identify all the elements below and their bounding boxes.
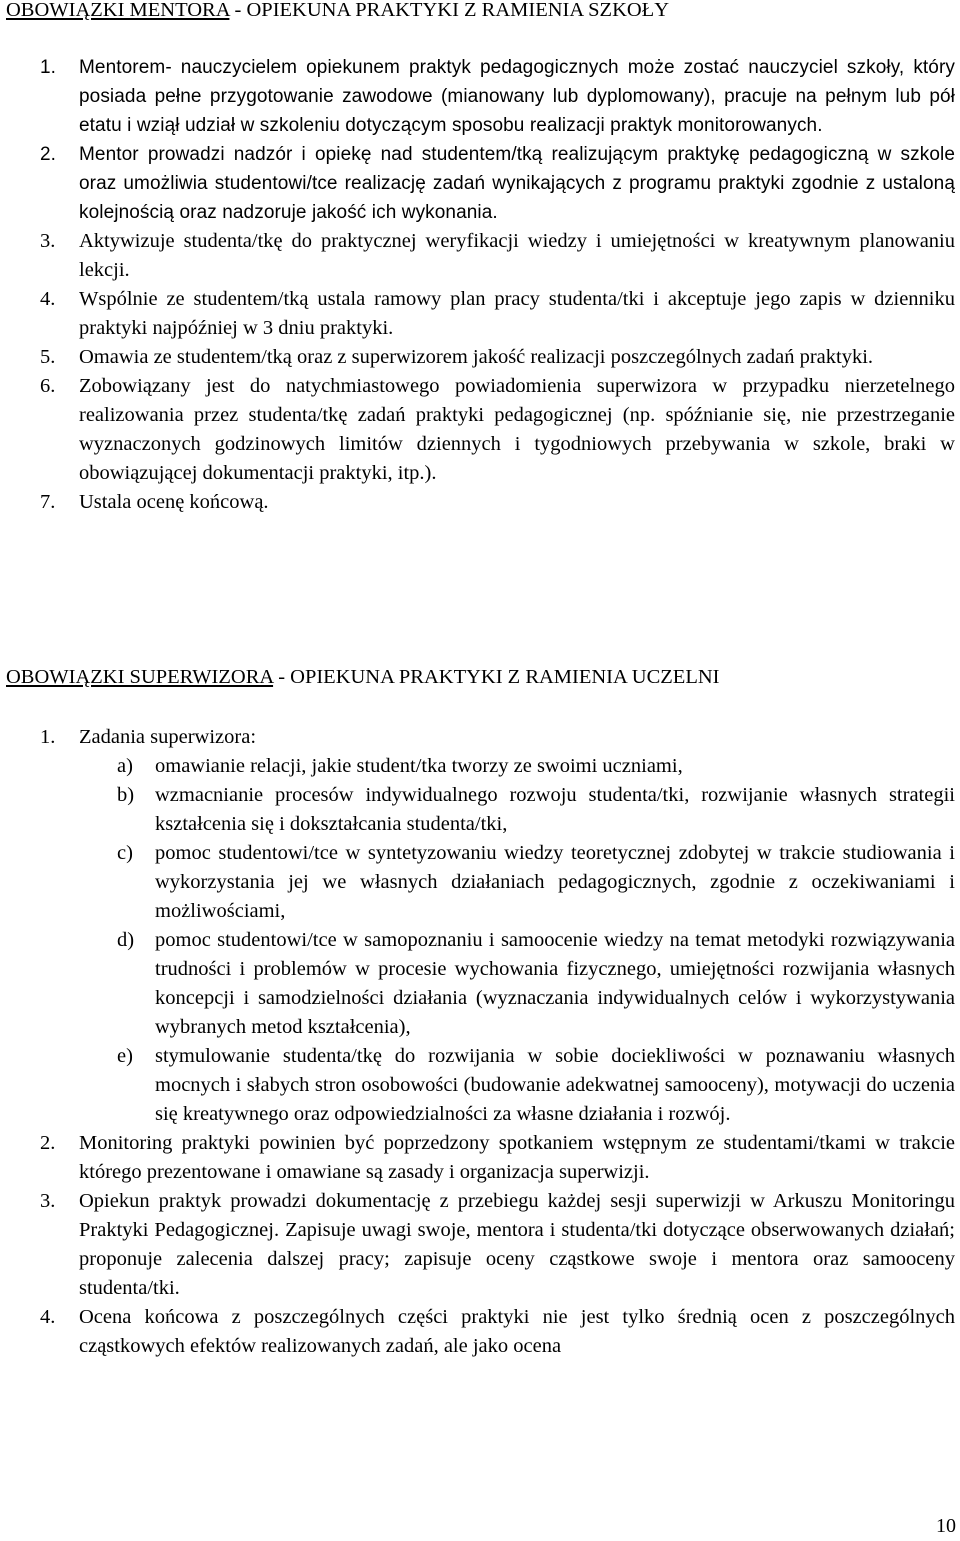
- sublist-item: [79, 781, 955, 839]
- page-number: 10: [936, 1515, 956, 1537]
- subitem-text: stymulowanie studenta/tkę do rozwijania w sobie dociekliwości w poznawaniu własnych mocnych i słabych stron osobowości (budowanie adekwatnej samooceny), motywacji do uczenia się kreatywnego oraz odpowiedzialności za własne działania i rozwój.: [155, 1045, 955, 1125]
- list-item: [0, 1303, 955, 1361]
- item-number: 3.: [40, 1190, 56, 1212]
- heading-underlined-part: OBOWIĄZKI MENTORA: [6, 0, 230, 21]
- item-text: Opiekun praktyk prowadzi dokumentację z przebiegu każdej sesji superwizji w Arkuszu Monitoringu Praktyki Pedagogicznej. Zapisuje uwagi swoje, mentora i studenta/tki dotyczące obserwowanych działań; proponuje zalecenia dalszej pracy; zapisuje oceny cząstkowe swoje i mentora oraz samooceny studenta/tki.: [79, 1190, 955, 1299]
- sublist-item: [79, 926, 955, 1042]
- sublist-item: [79, 839, 955, 926]
- list-item: [0, 140, 955, 227]
- subitem-text: omawianie relacji, jakie student/tka tworzy ze swoimi uczniami,: [155, 755, 683, 777]
- list-item: [0, 343, 955, 372]
- supervisor-tasks-sublist: [79, 752, 955, 1129]
- list-item: [0, 488, 955, 517]
- list-item: [0, 53, 955, 140]
- subitem-letter: e): [117, 1045, 133, 1067]
- item-text: Aktywizuje studenta/tkę do praktycznej weryfikacji wiedzy i umiejętności w kreatywnym planowaniu lekcji.: [79, 230, 955, 281]
- item-number: 4.: [40, 288, 56, 310]
- item-text: Mentorem- nauczycielem opiekunem praktyk pedagogicznych może zostać nauczyciel szkoły, który posiada pełne przygotowanie zawodowe (mianowany lub dyplomowany), pracuje na pełnym lub pół etatu i wziął udział w szkoleniu dotyczącym sposobu realizacji praktyk monitorowanych.: [79, 57, 955, 136]
- subitem-letter: a): [117, 755, 133, 777]
- item-number: 4.: [40, 1306, 56, 1328]
- heading-underlined-part: OBOWIĄZKI SUPERWIZORA: [6, 666, 274, 688]
- list-item: [0, 227, 955, 285]
- item-text: Omawia ze studentem/tką oraz z superwizorem jakość realizacji poszczególnych zadań praktyki.: [79, 346, 874, 368]
- subitem-letter: b): [117, 784, 135, 806]
- item-number: 6.: [40, 375, 56, 397]
- subitem-text: wzmacnianie procesów indywidualnego rozwoju studenta/tki, rozwijanie własnych strategii kształcenia się i dokształcania studenta/tki,: [155, 784, 955, 835]
- item-number: 5.: [40, 346, 56, 368]
- subitem-letter: c): [117, 842, 133, 864]
- item-text: Zadania superwizora:: [79, 726, 257, 748]
- sublist-item: [79, 752, 955, 781]
- list-item: [0, 372, 955, 488]
- subitem-text: pomoc studentowi/tce w syntetyzowaniu wiedzy teoretycznej zdobytej w trakcie studiowania i wykorzystania jej we własnych działaniach pedagogicznych, zgodnie z oczekiwaniami i możliwościami,: [155, 842, 955, 922]
- item-number: 1.: [40, 726, 56, 748]
- item-number: 2.: [40, 1132, 56, 1154]
- list-item: [0, 1129, 955, 1187]
- subitem-text: pomoc studentowi/tce w samopoznaniu i samoocenie wiedzy na temat metodyki rozwiązywania trudności i problemów w procesie wychowania fizycznego, umiejętności rozwijania własnych koncepcji i samodzielności działania (wyznaczania indywidualnych celów i wykorzystywania wybranych metod kształcenia),: [155, 929, 955, 1038]
- subitem-letter: d): [117, 929, 135, 951]
- list-item: [0, 285, 955, 343]
- list-item: [0, 1187, 955, 1303]
- item-number: 1.: [40, 57, 57, 78]
- heading-rest-part: - OPIEKUNA PRAKTYKI Z RAMIENIA UCZELNI: [273, 666, 720, 688]
- item-text: Wspólnie ze studentem/tką ustala ramowy plan pracy studenta/tki i akceptuje jego zapis w dzienniku praktyki najpóźniej w 3 dniu praktyki.: [79, 288, 955, 339]
- mentor-duties-list: [0, 53, 955, 517]
- item-text: Mentor prowadzi nadzór i opiekę nad studentem/tką realizującym praktykę pedagogiczną w szkole oraz umożliwia studentowi/tce realizację zadań wynikających z programu praktyki zgodnie z ustaloną kolejnością oraz nadzoruje jakość ich wykonania.: [79, 144, 955, 223]
- item-text: Monitoring praktyki powinien być poprzedzony spotkaniem wstępnym ze studentami/tkami w trakcie którego prezentowane i omawiane są zasady i organizacja superwizji.: [79, 1132, 955, 1183]
- item-number: 2.: [40, 144, 57, 165]
- item-number: 3.: [40, 230, 56, 252]
- section-heading-mentor: [6, 0, 669, 25]
- item-number: 7.: [40, 491, 56, 513]
- heading-rest-part: - OPIEKUNA PRAKTYKI Z RAMIENIA SZKOŁY: [229, 0, 670, 21]
- item-text: Zobowiązany jest do natychmiastowego powiadomienia superwizora w przypadku nierzetelnego realizowania przez studenta/tkę zadań praktyki pedagogicznej (np. spóźnianie się, nie przestrzeganie wyznaczonych godzinowych limitów dziennych i tygodniowych przebywania w szkole, braki w obowiązującej dokumentacji praktyki, itp.).: [79, 375, 955, 484]
- item-text: Ocena końcowa z poszczególnych części praktyki nie jest tylko średnią ocen z poszczególnych cząstkowych efektów realizowanych zadań, ale jako ocena: [79, 1306, 955, 1357]
- supervisor-duties-list: [0, 723, 955, 1361]
- sublist-item: [79, 1042, 955, 1129]
- list-item: [0, 723, 955, 1129]
- section-heading-supervisor: [6, 663, 719, 692]
- item-text: Ustala ocenę końcową.: [79, 491, 269, 513]
